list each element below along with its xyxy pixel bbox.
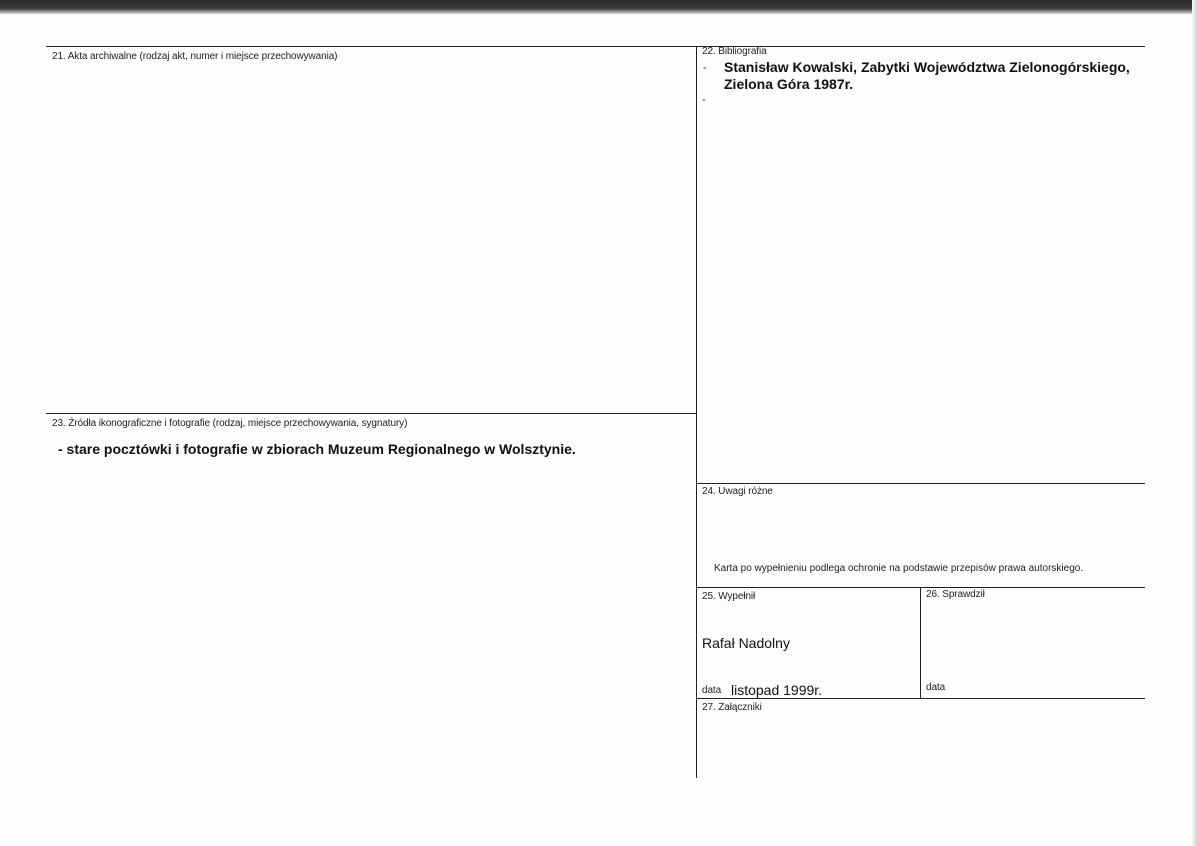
section-21-label: 21. Akta archiwalne (rodzaj akt, numer i miejsce przechowywania)	[52, 51, 338, 62]
bibliography-entry-line1: Stanisław Kowalski, Zabytki Województwa Zielonogórskiego,	[724, 59, 1130, 75]
section-25-date-value: listopad 1999r.	[731, 682, 823, 698]
scan-edge-right	[1192, 0, 1198, 846]
section-25-label: 25. Wypełnił	[702, 591, 756, 602]
bibliography-entry-line2: Zielona Góra 1987r.	[724, 76, 854, 92]
filled-by-name: Rafał Nadolny	[702, 635, 790, 651]
rule-25-26-divider	[920, 587, 921, 698]
section-24-label: 24. Uwagi różne	[702, 486, 773, 497]
section-27-label: 27. Załączniki	[702, 702, 762, 713]
scan-edge-top	[0, 0, 1198, 14]
section-23-value: - stare pocztówki i fotografie w zbiorach Muzeum Regionalnego w Wolsztynie.	[58, 441, 576, 457]
section-23-label: 23. Źródła ikonograficzne i fotografie (rodzaj, miejsce przechowywania, sygnatury)	[52, 418, 408, 429]
section-26-date-label: data	[926, 682, 946, 693]
bibliography-bullet-2: -	[702, 94, 706, 106]
rule-section-23-top	[46, 413, 696, 414]
bibliography-bullet: -	[703, 62, 707, 74]
section-26-label: 26. Sprawdził	[926, 589, 985, 600]
rule-top	[46, 46, 1145, 47]
copyright-note: Karta po wypełnieniu podlega ochronie na podstawie przepisów prawa autorskiego.	[714, 563, 1084, 574]
rule-section-27-top	[696, 698, 1145, 699]
section-22-label: 22. Bibliografia	[702, 46, 767, 57]
section-25-date-label: data	[702, 685, 722, 696]
rule-section-24-top	[696, 483, 1145, 484]
rule-center-vertical	[696, 46, 697, 778]
